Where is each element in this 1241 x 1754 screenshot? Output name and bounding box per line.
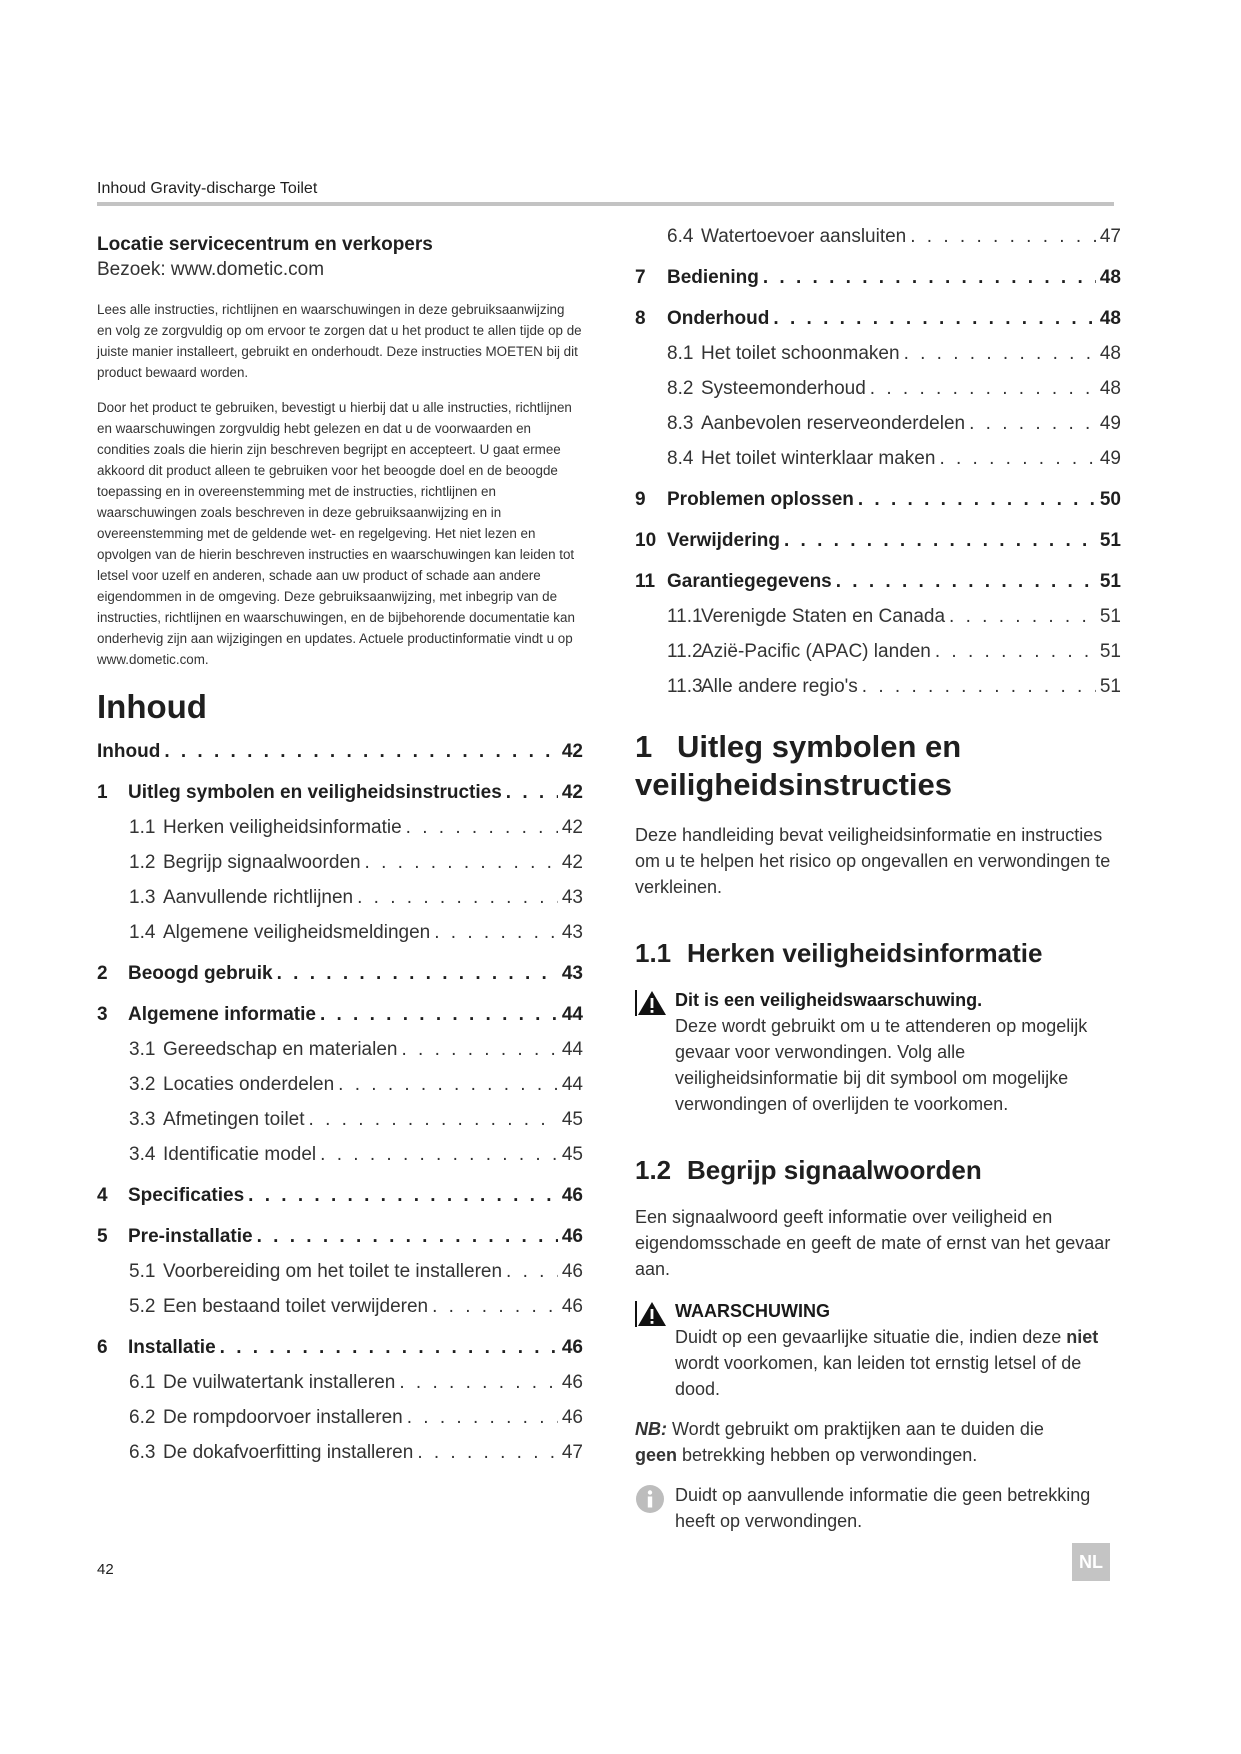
toc-leader-dots: [320, 1004, 558, 1026]
toc-entry[interactable]: [635, 343, 1121, 369]
toc-entry-page: 42: [561, 817, 583, 838]
toc-leader-dots: [401, 1039, 557, 1061]
section-1-2-intro: Een signaalwoord geeft informatie over veiligheid en eigendomsschade en geeft de mate of ernst van het gevaar aan.: [635, 1207, 1111, 1279]
toc-entry-title: Garantiegegevens: [667, 571, 832, 592]
running-header: Inhoud Gravity-discharge Toilet: [97, 180, 318, 197]
toc-leader-dots: [406, 817, 558, 839]
toc-leader-dots: [910, 226, 1096, 248]
toc-entry-title: Algemene informatie: [128, 1004, 316, 1025]
section-1-1-number: 1.1: [635, 938, 672, 968]
toc-entry-page: 46: [561, 1185, 583, 1206]
toc-entry-number: 4: [97, 1185, 108, 1206]
toc-leader-dots: [939, 448, 1095, 470]
location-title: Locatie servicecentrum en verkopers: [97, 234, 433, 255]
toc-entry[interactable]: [97, 852, 583, 878]
toc-entry[interactable]: [97, 922, 583, 948]
toc-entry-number: 3.1: [129, 1039, 156, 1060]
toc-entry[interactable]: [635, 308, 1121, 334]
toc-entry[interactable]: [635, 413, 1121, 439]
safety-alert-block: [635, 987, 1121, 1117]
toc-entry-page: 42: [561, 852, 583, 873]
toc-entry-number: 11.3: [667, 676, 703, 697]
toc-entry-title: Onderhoud: [667, 308, 770, 329]
toc-heading: Inhoud: [97, 688, 207, 725]
intro-paragraph-1: Lees alle instructies, richtlijnen en waarschuwingen in deze gebruiksaanwijzing en volg ze zorgvuldig op om ervoor te zorgen dat u het product te allen tijde op de juiste manier installeert, gebruikt en onderhoudt. Deze instructies MOETEN bij dit product bewaard worden.: [97, 302, 582, 380]
toc-leader-dots: [338, 1074, 558, 1096]
toc-entry-title: Het toilet winterklaar maken: [701, 448, 936, 469]
toc-entry-number: 5.1: [129, 1261, 156, 1282]
toc-entry[interactable]: [635, 606, 1121, 632]
toc-entry-title: Het toilet schoonmaken: [701, 343, 900, 364]
toc-entry-page: 48: [1099, 343, 1121, 364]
toc-leader-dots: [935, 641, 1096, 663]
toc-entry-page: 51: [1099, 641, 1121, 662]
toc-entry-page: 51: [1099, 676, 1121, 697]
toc-entry[interactable]: [635, 267, 1121, 293]
section-1-2-heading: [635, 1155, 1121, 1186]
toc-entry-page: 46: [561, 1407, 583, 1428]
toc-entry[interactable]: [635, 448, 1121, 474]
toc-entry-number: 10: [635, 530, 657, 551]
toc-leader-dots: [506, 782, 558, 804]
toc-leader-dots: [365, 852, 558, 874]
toc-entry[interactable]: [97, 1337, 583, 1363]
toc-entry-page: 45: [561, 1144, 583, 1165]
toc-entry-page: 43: [561, 963, 583, 984]
toc-entry-title: Bediening: [667, 267, 759, 288]
toc-leader-dots: [763, 267, 1096, 289]
toc-entry-page: 46: [561, 1226, 583, 1247]
toc-entry-title: De rompdoorvoer installeren: [163, 1407, 403, 1428]
toc-entry-title: Pre-installatie: [128, 1226, 253, 1247]
toc-entry-page: 42: [561, 741, 583, 762]
toc-entry-title: Inhoud: [97, 741, 161, 762]
toc-entry-page: 45: [561, 1109, 583, 1130]
toc-leader-dots: [277, 963, 558, 985]
toc-entry-number: 1.2: [129, 852, 156, 873]
toc-entry-page: 47: [561, 1442, 583, 1463]
toc-entry-title: Locaties onderdelen: [163, 1074, 335, 1095]
toc-entry-title: Aanvullende richtlijnen: [163, 887, 354, 908]
toc-entry-title: Begrijp signaalwoorden: [163, 852, 361, 873]
header-rule: [97, 202, 1114, 206]
toc-entry-page: 42: [561, 782, 583, 803]
toc-entry-title: Afmetingen toilet: [163, 1109, 305, 1130]
toc-leader-dots: [949, 606, 1096, 628]
toc-leader-dots: [784, 530, 1096, 552]
toc-entry-number: 1.3: [129, 887, 156, 908]
toc-entry[interactable]: [97, 1144, 583, 1170]
toc-entry-page: 49: [1099, 413, 1121, 434]
toc-entry[interactable]: [97, 1261, 583, 1287]
toc-leader-dots: [357, 887, 558, 909]
location-visit: Bezoek: www.dometic.com: [97, 259, 325, 280]
toc-entry-page: 50: [1099, 489, 1121, 510]
toc-entry[interactable]: [97, 963, 583, 989]
toc-entry-page: 44: [561, 1074, 583, 1095]
toc-entry[interactable]: [97, 1185, 583, 1211]
toc-entry-title: Systeemonderhoud: [701, 378, 866, 399]
toc-entry-number: 8.2: [667, 378, 694, 399]
toc-entry-number: 1.1: [129, 817, 156, 838]
safety-alert-title: Dit is een veiligheidswaarschuwing.: [675, 990, 983, 1010]
toc-entry-number: 3.2: [129, 1074, 156, 1095]
toc-entry-page: 48: [1099, 267, 1121, 288]
toc-leader-dots: [904, 343, 1096, 365]
toc-entry-number: 11.1: [667, 606, 703, 627]
toc-leader-dots: [858, 489, 1096, 511]
toc-entry-page: 46: [561, 1296, 583, 1317]
toc-entry-page: 44: [561, 1004, 583, 1025]
toc-entry[interactable]: [635, 571, 1121, 597]
toc-entry-title: Watertoevoer aansluiten: [701, 226, 907, 247]
toc-entry[interactable]: [97, 741, 583, 767]
toc-entry-number: 6: [97, 1337, 108, 1358]
toc-entry-number: 3.3: [129, 1109, 156, 1130]
toc-entry-number: 3: [97, 1004, 108, 1025]
toc-entry-number: 6.2: [129, 1407, 156, 1428]
section-1-number: 1: [635, 729, 653, 764]
warning-text: Duidt op een gevaarlijke situatie die, indien deze niet wordt voorkomen, kan leiden tot ernstig letsel of de dood.: [675, 1327, 1099, 1399]
toc-entry-number: 8: [635, 308, 646, 329]
toc-entry-page: 46: [561, 1337, 583, 1358]
toc-entry-title: De dokafvoerfitting installeren: [163, 1442, 414, 1463]
toc-entry[interactable]: [97, 1226, 583, 1252]
left-column: [97, 234, 583, 1468]
toc-leader-dots: [407, 1407, 558, 1429]
safety-alert-text: Deze wordt gebruikt om u te attenderen op mogelijk gevaar voor verwondingen. Volg alle veiligheidsinformatie bij dit symbool om mogelijke verwondingen of overlijden te voorkomen.: [675, 1016, 1088, 1114]
toc-leader-dots: [257, 1226, 558, 1248]
toc-right-list: [635, 226, 1121, 702]
toc-leader-dots: [399, 1372, 558, 1394]
toc-entry-title: Alle andere regio's: [701, 676, 858, 697]
toc-entry[interactable]: [635, 641, 1121, 667]
toc-entry-number: 11.2: [667, 641, 703, 662]
toc-entry-number: 8.1: [667, 343, 694, 364]
toc-entry-page: 51: [1099, 606, 1121, 627]
toc-entry[interactable]: [97, 782, 583, 808]
toc-entry-title: Specificaties: [128, 1185, 245, 1206]
toc-entry-title: Installatie: [128, 1337, 216, 1358]
intro-paragraph-2: Door het product te gebruiken, bevestigt u hierbij dat u alle instructies, richtlijnen en waarschuwingen zorgvuldig hebt gelezen en dat u de voorwaarden en condities zoals die hierin zijn beschreven begrijpt en accepteert. U gaat ermee akkoord dit product alleen te gebruiken voor het beoogde doel en de beoogde toepassing en in overeenstemming met de instructies, richtlijnen en waarschuwingen zoals beschreven in deze gebruiksaanwijzing en in overeenstemming met de geldende wet- en regelgeving. Het niet lezen en opvolgen van de hierin beschreven instructies en waarschuwingen kan leiden tot letsel voor uzelf en anderen, schade aan uw product of schade aan andere eigendommen in de omgeving. Deze gebruiksaanwijzing, met inbegrip van de instructies, richtlijnen en waarschuwingen, en de bijbehorende documentatie kan onderhevig zijn aan wijzigingen en updates. Actuele productinformatie vindt u op www.dometic.com.: [97, 400, 575, 667]
toc-entry[interactable]: [635, 226, 1121, 252]
page-number: 42: [97, 1561, 114, 1578]
toc-entry-page: 51: [1099, 530, 1121, 551]
toc-entry-title: Identificatie model: [163, 1144, 317, 1165]
toc-leader-dots: [506, 1261, 558, 1283]
warning-triangle-icon: [635, 1298, 675, 1402]
toc-leader-dots: [836, 571, 1096, 593]
toc-entry[interactable]: [635, 676, 1121, 702]
toc-leader-dots: [862, 676, 1096, 698]
language-badge: NL: [1072, 1543, 1110, 1581]
toc-entry[interactable]: [635, 530, 1121, 556]
toc-leader-dots: [320, 1144, 558, 1166]
toc-leader-dots: [870, 378, 1096, 400]
info-note: [635, 1482, 1121, 1534]
toc-entry-title: Herken veiligheidsinformatie: [163, 817, 402, 838]
toc-entry[interactable]: [97, 1372, 583, 1398]
toc-leader-dots: [773, 308, 1095, 330]
toc-entry-title: Gereedschap en materialen: [163, 1039, 398, 1060]
toc-entry-number: 2: [97, 963, 108, 984]
section-1-1-heading: [635, 938, 1121, 969]
toc-entry-page: 49: [1099, 448, 1121, 469]
toc-entry-page: 43: [561, 922, 583, 943]
toc-leader-dots: [432, 1296, 558, 1318]
toc-leader-dots: [220, 1337, 558, 1359]
toc-entry-number: 6.4: [667, 226, 694, 247]
info-text: Duidt op aanvullende informatie die geen betrekking heeft op verwondingen.: [675, 1485, 1091, 1531]
toc-entry-number: 6.1: [129, 1372, 156, 1393]
toc-entry-number: 1: [97, 782, 108, 803]
toc-entry[interactable]: [97, 1004, 583, 1030]
toc-entry-title: Uitleg symbolen en veiligheidsinstructies: [128, 782, 502, 803]
right-column: [635, 226, 1121, 1534]
toc-entry-title: Een bestaand toilet verwijderen: [163, 1296, 429, 1317]
toc-entry-number: 9: [635, 489, 646, 510]
toc-entry-title: Verwijdering: [667, 530, 780, 551]
toc-entry-number: 5: [97, 1226, 108, 1247]
nb-label: NB:: [635, 1419, 667, 1439]
toc-entry-page: 48: [1099, 308, 1121, 329]
toc-entry[interactable]: [97, 887, 583, 913]
toc-entry[interactable]: [635, 489, 1121, 515]
toc-leader-dots: [434, 922, 558, 944]
toc-leader-dots: [417, 1442, 558, 1464]
section-1-2-number: 1.2: [635, 1155, 672, 1185]
toc-leader-dots: [164, 741, 558, 763]
toc-entry-number: 7: [635, 267, 646, 288]
toc-entry[interactable]: [97, 1407, 583, 1433]
toc-entry[interactable]: [635, 378, 1121, 404]
toc-entry-page: 46: [561, 1372, 583, 1393]
toc-entry-number: 1.4: [129, 922, 156, 943]
toc-entry-title: De vuilwatertank installeren: [163, 1372, 396, 1393]
toc-entry-title: Verenigde Staten en Canada: [701, 606, 946, 627]
toc-entry[interactable]: [97, 817, 583, 843]
toc-entry-page: 44: [561, 1039, 583, 1060]
toc-entry[interactable]: [97, 1442, 583, 1468]
toc-entry-number: 11: [635, 571, 656, 592]
toc-entry-page: 46: [561, 1261, 583, 1282]
section-1-title: Uitleg symbolen en veiligheidsinstructies: [635, 729, 962, 802]
toc-entry-title: Problemen oplossen: [667, 489, 854, 510]
toc-entry-title: Aanbevolen reserveonderdelen: [701, 413, 966, 434]
toc-leader-dots: [248, 1185, 558, 1207]
section-1-2-title: Begrijp signaalwoorden: [687, 1155, 982, 1185]
toc-entry-title: Azië-Pacific (APAC) landen: [701, 641, 931, 662]
toc-entry[interactable]: [97, 1039, 583, 1065]
section-1-1-title: Herken veiligheidsinformatie: [687, 938, 1043, 968]
toc-leader-dots: [969, 413, 1096, 435]
warning-triangle-icon: [635, 987, 675, 1117]
toc-entry-number: 8.3: [667, 413, 694, 434]
toc-entry-page: 43: [561, 887, 583, 908]
section-1-intro: Deze handleiding bevat veiligheidsinformatie en instructies om u te helpen het risico op ongevallen en verwondingen te verkleinen.: [635, 825, 1111, 897]
toc-entry[interactable]: [97, 1296, 583, 1322]
toc-entry-number: 5.2: [129, 1296, 156, 1317]
toc-left-list: [97, 741, 583, 1468]
toc-entry-page: 47: [1099, 226, 1121, 247]
toc-entry-title: Beoogd gebruik: [128, 963, 273, 984]
toc-entry-number: 6.3: [129, 1442, 156, 1463]
warning-title: WAARSCHUWING: [675, 1301, 830, 1321]
toc-entry-number: 8.4: [667, 448, 694, 469]
info-icon: [635, 1482, 675, 1534]
toc-entry[interactable]: [97, 1109, 583, 1135]
toc-entry[interactable]: [97, 1074, 583, 1100]
toc-leader-dots: [309, 1109, 558, 1131]
toc-entry-title: Algemene veiligheidsmeldingen: [163, 922, 431, 943]
warning-block: [635, 1298, 1121, 1402]
toc-entry-page: 51: [1099, 571, 1121, 592]
toc-entry-title: Voorbereiding om het toilet te installeren: [163, 1261, 503, 1282]
toc-entry-page: 48: [1099, 378, 1121, 399]
section-1-heading: [635, 728, 1121, 804]
nb-note: NB: Wordt gebruikt om praktijken aan te duiden die geen betrekking hebben op verwondingen.: [635, 1419, 1044, 1465]
toc-entry-number: 3.4: [129, 1144, 156, 1165]
